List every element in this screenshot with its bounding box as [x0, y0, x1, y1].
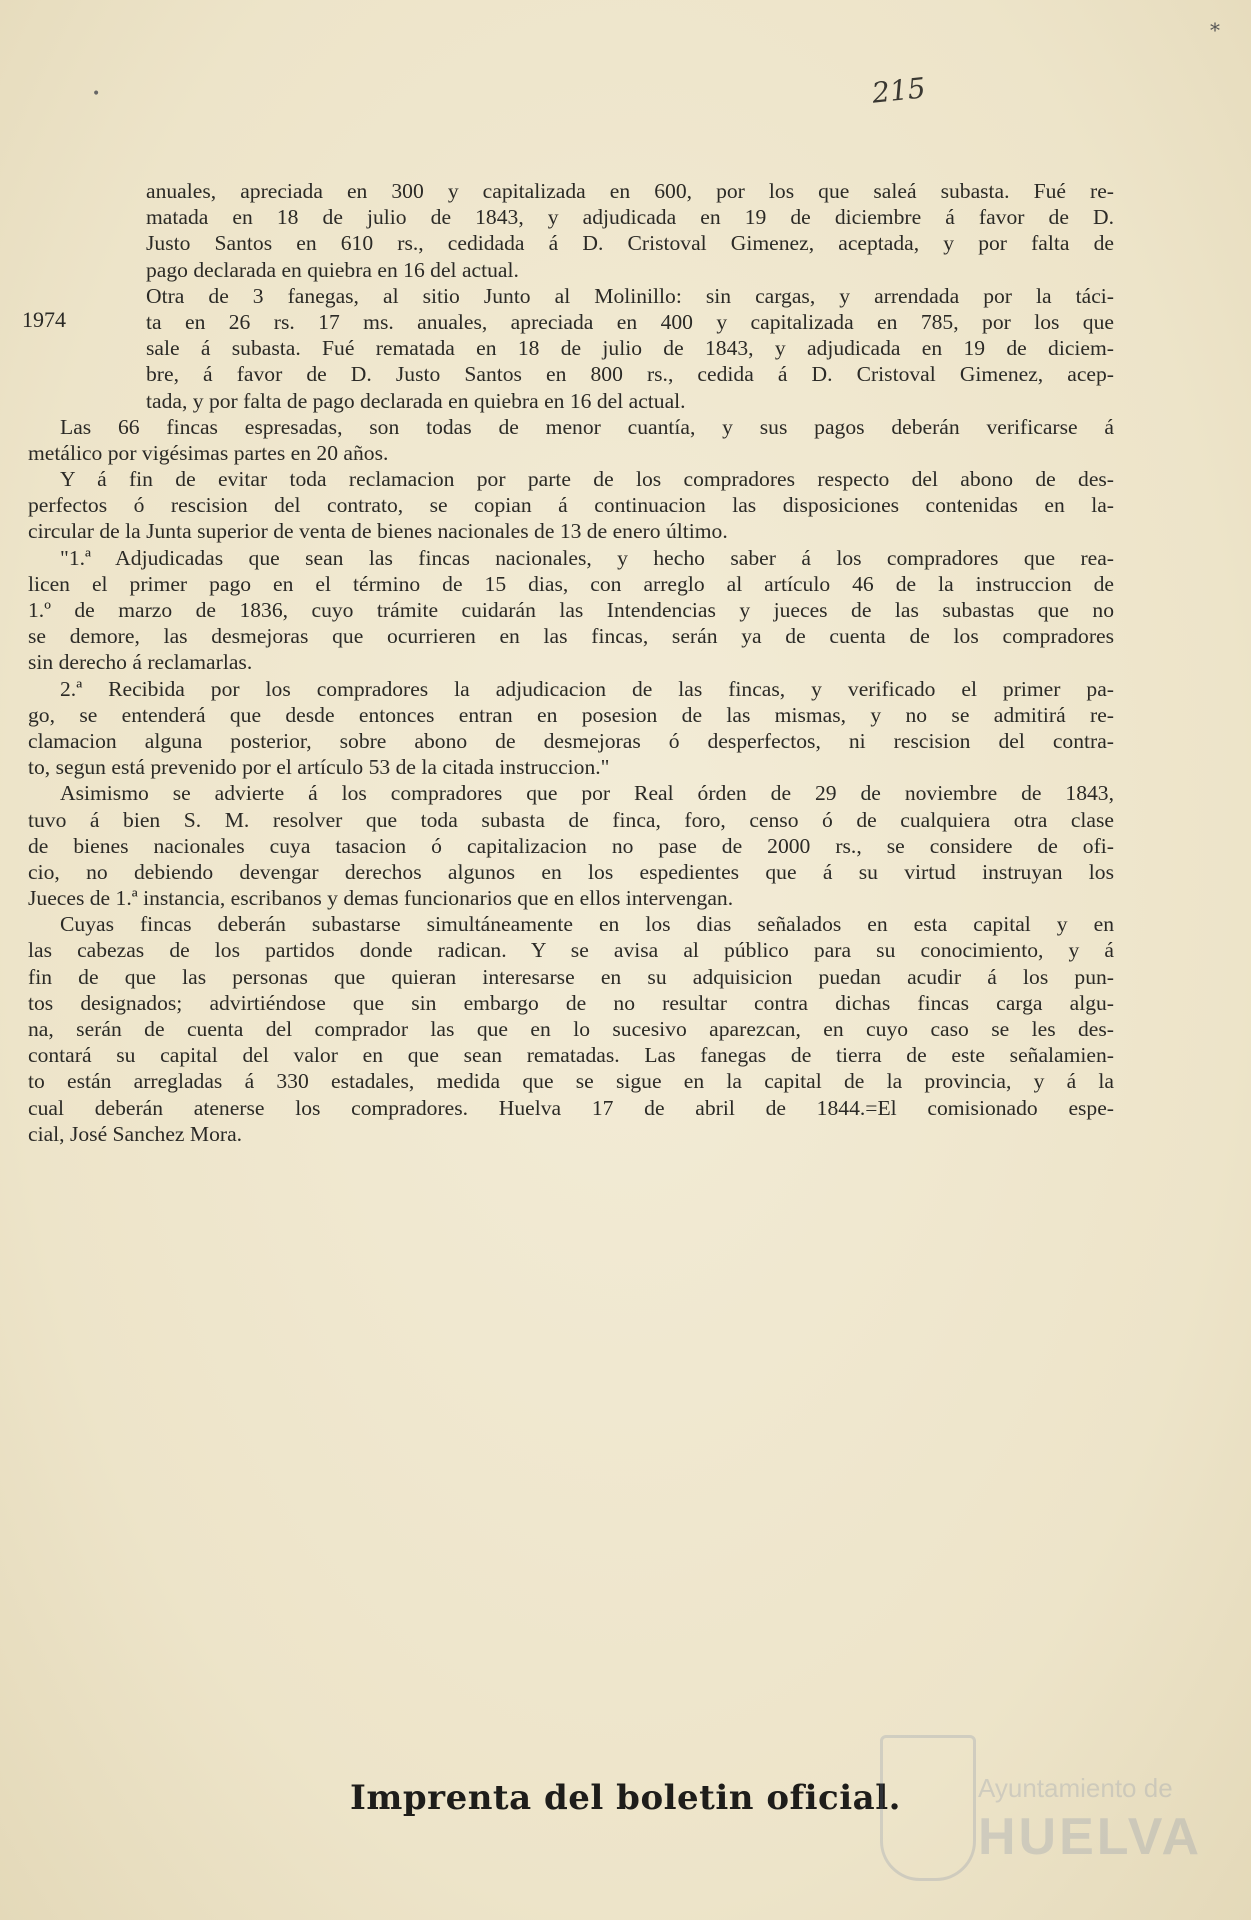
text-line: perfectos ó rescision del contrato, se copian á continuacion las disposiciones contenidas en la-	[28, 493, 1114, 518]
text-line: de bienes nacionales cuya tasacion ó capitalizacion no pase de 2000 rs., se considere de ofi-	[28, 833, 1114, 858]
text-line: Cuyas fincas deberán subastarse simultáneamente en los dias señalados en esta capital y en	[60, 912, 1114, 937]
corner-mark: *	[1210, 18, 1220, 42]
text-line: ta en 26 rs. 17 ms. anuales, apreciada en 400 y capitalizada en 785, por los que	[146, 309, 1114, 334]
text-line: matada en 18 de julio de 1843, y adjudicada en 19 de diciembre á favor de D.	[146, 205, 1114, 230]
text-line: tada, y por falta de pago declarada en quiebra en 16 del actual.	[146, 388, 686, 413]
text-line: Las 66 fincas espresadas, son todas de menor cuantía, y sus pagos deberán verificarse á	[60, 414, 1114, 439]
text-line: sale á subasta. Fué rematada en 18 de julio de 1843, y adjudicada en 19 de diciem-	[146, 336, 1114, 361]
text-line: cio, no debiendo devengar derechos algunos en los espedientes que á su virtud instruyan los	[28, 859, 1114, 884]
watermark-line1: Ayuntamiento de	[978, 1773, 1173, 1803]
body-text	[28, 178, 1114, 1147]
text-line: 1.º de marzo de 1836, cuyo trámite cuidarán las Intendencias y jueces de las subastas que no	[28, 598, 1114, 622]
text-line: cual deberán atenerse los compradores. Huelva 17 de abril de 1844.=El comisionado espe-	[28, 1095, 1114, 1120]
text-line: go, se entenderá que desde entonces entran en posesion de las mismas, y no se admitirá re-	[28, 702, 1114, 727]
watermark-line2: HUELVA	[978, 1808, 1203, 1866]
text-line: licen el primer pago en el término de 15 dias, con arreglo al artículo 46 de la instruccion de	[28, 571, 1114, 596]
text-line: contará su capital del valor en que sean rematadas. Las fanegas de tierra de este señalamien-	[28, 1043, 1114, 1068]
entry-number: 1974	[22, 307, 66, 332]
text-line: 2.ª Recibida por los compradores la adjudicacion de las fincas, y verificado el primer pa-	[60, 676, 1114, 701]
coat-of-arms-icon	[880, 1735, 976, 1881]
text-line: circular de la Junta superior de venta de bienes nacionales de 13 de enero último.	[28, 519, 728, 544]
text-line: anuales, apreciada en 300 y capitalizada en 600, por los que saleá subasta. Fué re-	[146, 179, 1114, 203]
text-line: sin derecho á reclamarlas.	[28, 650, 253, 675]
text-line: se demore, las desmejoras que ocurrieren en las fincas, serán ya de cuenta de los compradores	[28, 624, 1114, 649]
text-line: cial, José Sanchez Mora.	[28, 1121, 243, 1146]
text-line: Jueces de 1.ª instancia, escribanos y demas funcionarios que en ellos intervengan.	[28, 886, 734, 911]
text-line: tos designados; advirtiéndose que sin embargo de no resultar contra dichas fincas carga algu-	[28, 990, 1114, 1015]
text-line: Otra de 3 fanegas, al sitio Junto al Molinillo: sin cargas, y arrendada por la táci-	[146, 283, 1114, 308]
text-line: tuvo á bien S. M. resolver que toda subasta de finca, foro, censo ó de cualquiera otra clase	[28, 807, 1114, 832]
watermark	[880, 1735, 1230, 1885]
text-line: na, serán de cuenta del comprador las que en lo sucesivo aparezcan, en cuyo caso se les des-	[28, 1017, 1114, 1041]
text-line: clamacion alguna posterior, sobre abono de desmejoras ó desperfectos, ni rescision del contra-	[28, 728, 1114, 753]
text-line: las cabezas de los partidos donde radican. Y se avisa al público para su conocimiento, y á	[28, 938, 1114, 963]
dot-mark: •	[92, 86, 101, 102]
text-line: bre, á favor de D. Justo Santos en 800 rs., cedida á D. Cristoval Gimenez, acep-	[146, 362, 1114, 387]
text-line: metálico por vigésimas partes en 20 años.	[28, 440, 389, 465]
text-line: pago declarada en quiebra en 16 del actual.	[146, 257, 519, 282]
text-line: Asimismo se advierte á los compradores que por Real órden de 29 de noviembre de 1843,	[60, 781, 1114, 806]
text-line: Y á fin de evitar toda reclamacion por parte de los compradores respecto del abono de des-	[60, 467, 1114, 492]
imprint: Imprenta del boletin oficial.	[350, 1778, 901, 1818]
text-line: to están arregladas á 330 estadales, medida que se sigue en la capital de la provincia, y á la	[28, 1069, 1114, 1094]
text-line: "1.ª Adjudicadas que sean las fincas nacionales, y hecho saber á los compradores que rea-	[60, 545, 1114, 570]
text-line: Justo Santos en 610 rs., cedidada á D. Cristoval Gimenez, aceptada, y por falta de	[146, 231, 1114, 256]
text-line: to, segun está prevenido por el artículo 53 de la citada instruccion."	[28, 755, 610, 780]
page-number: 215	[870, 71, 928, 110]
text-line: fin de que las personas que quieran interesarse en su adquisicion puedan acudir á los pun-	[28, 964, 1114, 989]
